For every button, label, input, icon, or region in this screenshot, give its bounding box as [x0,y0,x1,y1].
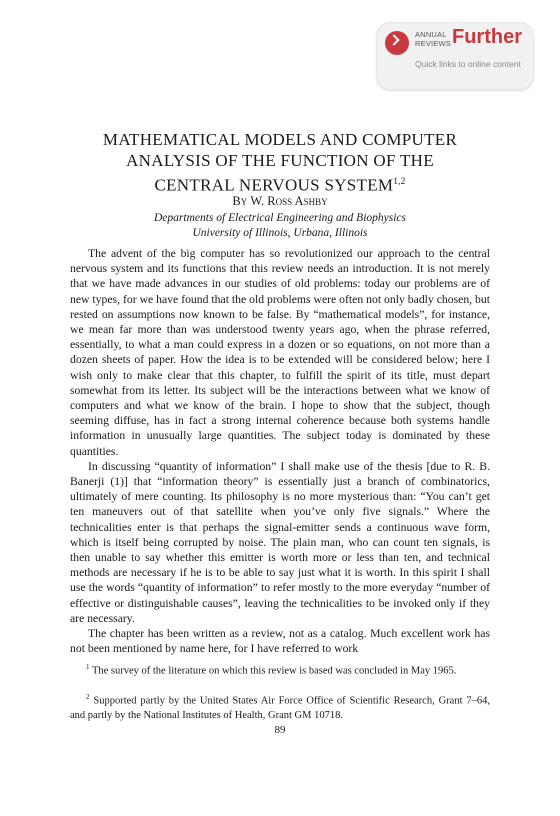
body-paragraph: The advent of the big computer has so revolutionized our approach to the central nervous system and its functions that this review needs an introduction. It is not merely that we have made advances in our studies of old problems: today our problems are of new types, for we have found that the old problems were often not only badly chosen, but rested on assumptions now known to be false. By “mathematical models”, for instance, we mean far more than was understood twenty years ago, when the phrase referred, essentially, to what a man could express in a dozen or so equations, on not more than a dozen sheets of paper. How the idea is to be extended will be considered below; here I wish only to make clear that this chapter, to fulfill the spirit of its title, must depart somewhat from its letter. Its subject will be the interactions between what we know of computers and what we know of the brain. I hope to show that the subject, though seeming diffuse, has in fact a strong internal coherence because both systems handle information in unusually large quantities. The subject today is dominated by these quantities. [70,247,490,458]
title-footnote-marks: 1,2 [393,176,406,186]
title-line: MATHEMATICAL MODELS AND COMPUTER [102,130,458,149]
page-number: 89 [274,724,286,736]
author-affiliation-university: University of Illinois, Urbana, Illinois [192,227,368,239]
author-affiliation-dept: Departments of Electrical Engineering and Biophysics [154,212,406,224]
byline-prefix: By [232,194,248,208]
footnote-mark: 1 [86,663,90,671]
footnote-mark: 2 [86,693,90,701]
title-line: ANALYSIS OF THE FUNCTION OF THE [126,151,434,170]
article-title [60,129,500,196]
body-paragraph: The chapter has been written as a review, not as a catalog. Much excellent work has not been mentioned by name here, for I have referred to work [70,627,490,656]
badge-subtitle: Quick links to online content [415,59,521,69]
annual-reviews-further-badge[interactable] [376,22,534,90]
author-name: W. Ross Ashby [250,194,328,208]
body-paragraph: In discussing “quantity of information” I shall make use of the thesis [due to R. B. Banerji (1)] that “information theory” is essentially just a branch of combinatorics, ultimately of mere counting. Its philosophy is no more mysterious than: “You can’t get ten maneuvers out of that satellite when you’ve only five signals.” Where the technicalities enter is that perhaps the signal-emitter sends a continuous wave form, which is itself being corrupted by noise. The plain man, who can count ten signals, is then unable to say whether this emitter is worth more or less than ten, and technical methods are necessary if he is to be able to say just what it is worth. In this spirit I shall use the words “quantity of information” to refer mostly to the more everyday “number of effective or distinguishable causes”, leaving the technicalities to be invoked only if they are necessary. [70,459,490,625]
author-byline [60,194,500,209]
badge-further-label: Further [452,26,522,48]
badge-reviews-text: REVIEWS [415,39,451,48]
footnote: $^1$ The survey of the literature on which this review is based was concluded in May 1965. [86,663,457,677]
footnote: $^2$ Supported partly by the United States Air Force Office of Scientific Research, Grant 7–64, and partly by the National Institutes of Health, Grant GM 10718. [70,693,491,721]
badge-annual-text: ANNUAL [415,30,447,39]
annual-reviews-logo-icon [385,31,409,55]
article-body [70,246,490,656]
title-line: CENTRAL NERVOUS SYSTEM$^{1,2}$ [154,175,406,195]
